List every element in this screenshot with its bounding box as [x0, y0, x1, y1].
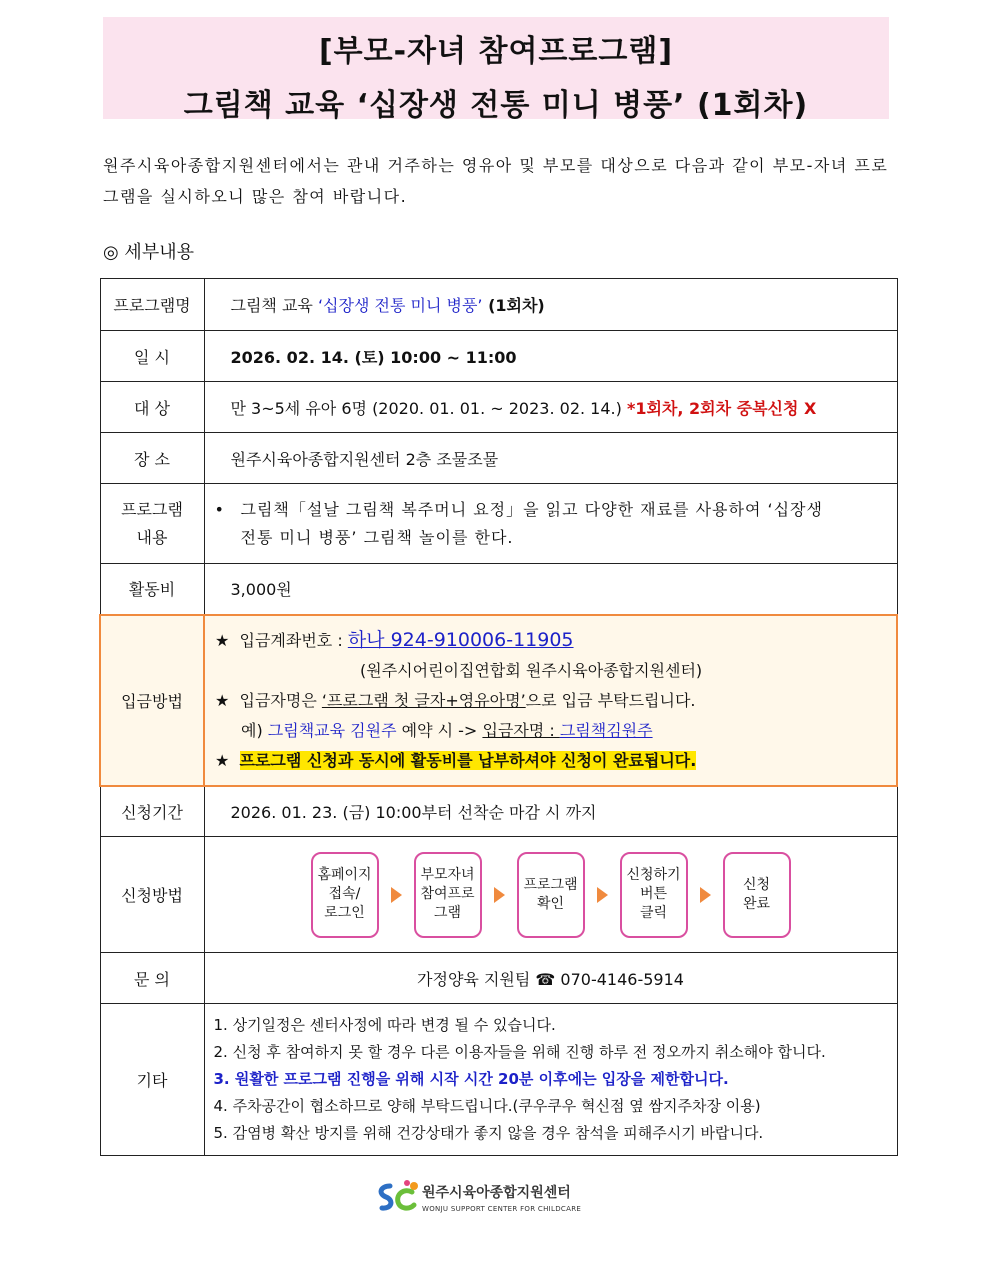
program-name-highlight: ‘십장생 전통 미니 병풍’	[317, 296, 483, 315]
program-name-suffix: (1회차)	[482, 296, 545, 315]
example-mid: 예약 시 ->	[396, 720, 483, 740]
value-schedule: 2026. 02. 14. (토) 10:00 ~ 11:00	[204, 331, 897, 382]
step-complete: 신청 완료	[723, 852, 791, 938]
note-item: 4. 주차공간이 협소하므로 양해 부탁드립니다.(쿠우쿠우 혁신점 옆 쌈지주차장 이용)	[213, 1097, 761, 1115]
note-item: 2. 신청 후 참여하지 못 할 경우 다른 이용자들을 위해 진행 하루 전 정오까지 취소해야 합니다.	[213, 1043, 826, 1061]
value-method	[204, 837, 897, 953]
depositor-suffix: 으로 입금 부탁드립니다.	[525, 690, 696, 710]
contact-team: 가정양육 지원팀	[417, 969, 536, 989]
value-content	[204, 484, 897, 564]
label-program-name: 프로그램명	[100, 279, 204, 331]
target-note: *1회차, 2회차 중복신청 X	[626, 398, 817, 418]
step-login: 홈페이지 접속/ 로그인	[311, 852, 379, 938]
example-name: 그림책김원주	[559, 720, 653, 740]
content-line2: 전통 미니 병풍’ 그림책 놀이를 한다.	[240, 527, 514, 547]
row-etc	[100, 1004, 897, 1156]
value-period: 2026. 01. 23. (금) 10:00부터 선착순 마감 시 까지	[204, 786, 897, 837]
value-target	[204, 382, 897, 433]
row-program-name	[100, 279, 897, 331]
row-contact	[100, 953, 897, 1004]
label-content	[100, 484, 204, 564]
section-title: ◎ 세부내용	[103, 242, 194, 263]
application-steps	[205, 842, 897, 948]
contact-phone: 070-4146-5914	[555, 969, 684, 989]
value-contact	[204, 953, 897, 1004]
label-content-line1: 프로그램	[121, 499, 183, 519]
note-item: 3. 원활한 프로그램 진행을 위해 시작 시간 20분 이후에는 입장을 제한합니다.	[213, 1070, 729, 1088]
payment-example-line	[215, 716, 896, 746]
payment-notice: 프로그램 신청과 동시에 활동비를 납부하셔야 신청이 완료됩니다.	[239, 750, 697, 770]
value-place: 원주시육아종합지원센터 2층 조물조물	[204, 433, 897, 484]
row-period	[100, 786, 897, 837]
label-content-line2: 내용	[136, 527, 168, 547]
title-banner	[103, 17, 889, 123]
label-schedule: 일 시	[100, 331, 204, 382]
row-target	[100, 382, 897, 433]
label-place: 장 소	[100, 433, 204, 484]
logo-mark-icon	[376, 1178, 422, 1216]
step-check-program: 프로그램 확인	[517, 852, 585, 938]
arrow-right-icon	[494, 887, 505, 903]
example-label: 입금자명 :	[482, 720, 560, 740]
star-icon: ★	[215, 630, 230, 650]
program-name-prefix: 그림책 교육	[230, 296, 318, 315]
label-etc: 기타	[100, 1004, 204, 1156]
account-holder: (원주시어린이집연합회 원주시육아종합지원센터)	[360, 660, 703, 680]
row-place	[100, 433, 897, 484]
logo-english: WONJU SUPPORT CENTER FOR CHILDCARE	[422, 1204, 582, 1213]
content-line1: 그림책「설날 그림책 복주머니 요정」을 읽고 다양한 재료를 사용하여 ‘십장생	[240, 499, 823, 519]
star-icon: ★	[215, 750, 230, 770]
note-item: 1. 상기일정은 센터사정에 따라 변경 될 수 있습니다.	[213, 1016, 556, 1034]
label-method: 신청방법	[100, 837, 204, 953]
arrow-right-icon	[700, 887, 711, 903]
intro-text: 원주시육아종합지원센터에서는 관내 거주하는 영유아 및 부모를 대상으로 다음과 같이 부모-자녀 프로그램을 실시하오니 많은 참여 바랍니다.	[103, 156, 889, 206]
account-label: 입금계좌번호 :	[239, 630, 348, 650]
label-target: 대 상	[100, 382, 204, 433]
title-line-1: [부모-자녀 참여프로그램]	[318, 34, 674, 69]
phone-icon: ☎	[535, 969, 556, 989]
step-click-apply: 신청하기 버튼 클릭	[620, 852, 688, 938]
value-fee: 3,000원	[204, 564, 897, 615]
label-fee: 활동비	[100, 564, 204, 615]
depositor-format: ‘프로그램 첫 글자+영유아명’	[321, 690, 526, 710]
label-period: 신청기간	[100, 786, 204, 837]
payment-account-line	[215, 625, 896, 656]
row-schedule	[100, 331, 897, 382]
value-etc	[204, 1004, 897, 1156]
logo-name: 원주시육아종합지원센터	[422, 1184, 571, 1201]
label-contact: 문 의	[100, 953, 204, 1004]
payment-depositor-line	[215, 686, 896, 716]
payment-notice-line	[215, 746, 896, 776]
star-icon: ★	[215, 690, 230, 710]
account-number: 하나 924-910006-11905	[347, 628, 574, 651]
arrow-right-icon	[597, 887, 608, 903]
title-line-2: 그림책 교육 ‘십장생 전통 미니 병풍’ (1회차)	[183, 88, 809, 123]
step-parent-child-program: 부모자녀 참여프로 그램	[414, 852, 482, 938]
value-program-name	[204, 279, 897, 331]
row-content	[100, 484, 897, 564]
note-item: 5. 감염병 확산 방지를 위해 건강상태가 좋지 않을 경우 참석을 피해주시기 바랍니다.	[213, 1124, 764, 1142]
example-blue: 그림책교육 김원주	[267, 720, 397, 740]
depositor-prefix: 입금자명은	[239, 690, 322, 710]
row-payment	[100, 615, 897, 786]
center-logo	[376, 1178, 581, 1216]
arrow-right-icon	[391, 887, 402, 903]
details-table	[99, 278, 898, 1156]
example-prefix: 예)	[241, 720, 268, 740]
row-fee	[100, 564, 897, 615]
content-bullet: •	[214, 499, 224, 519]
row-method	[100, 837, 897, 953]
value-payment	[204, 615, 897, 786]
label-payment: 입금방법	[100, 615, 204, 786]
target-text: 만 3~5세 유아 6명 (2020. 01. 01. ~ 2023. 02. 14.)	[230, 398, 627, 418]
